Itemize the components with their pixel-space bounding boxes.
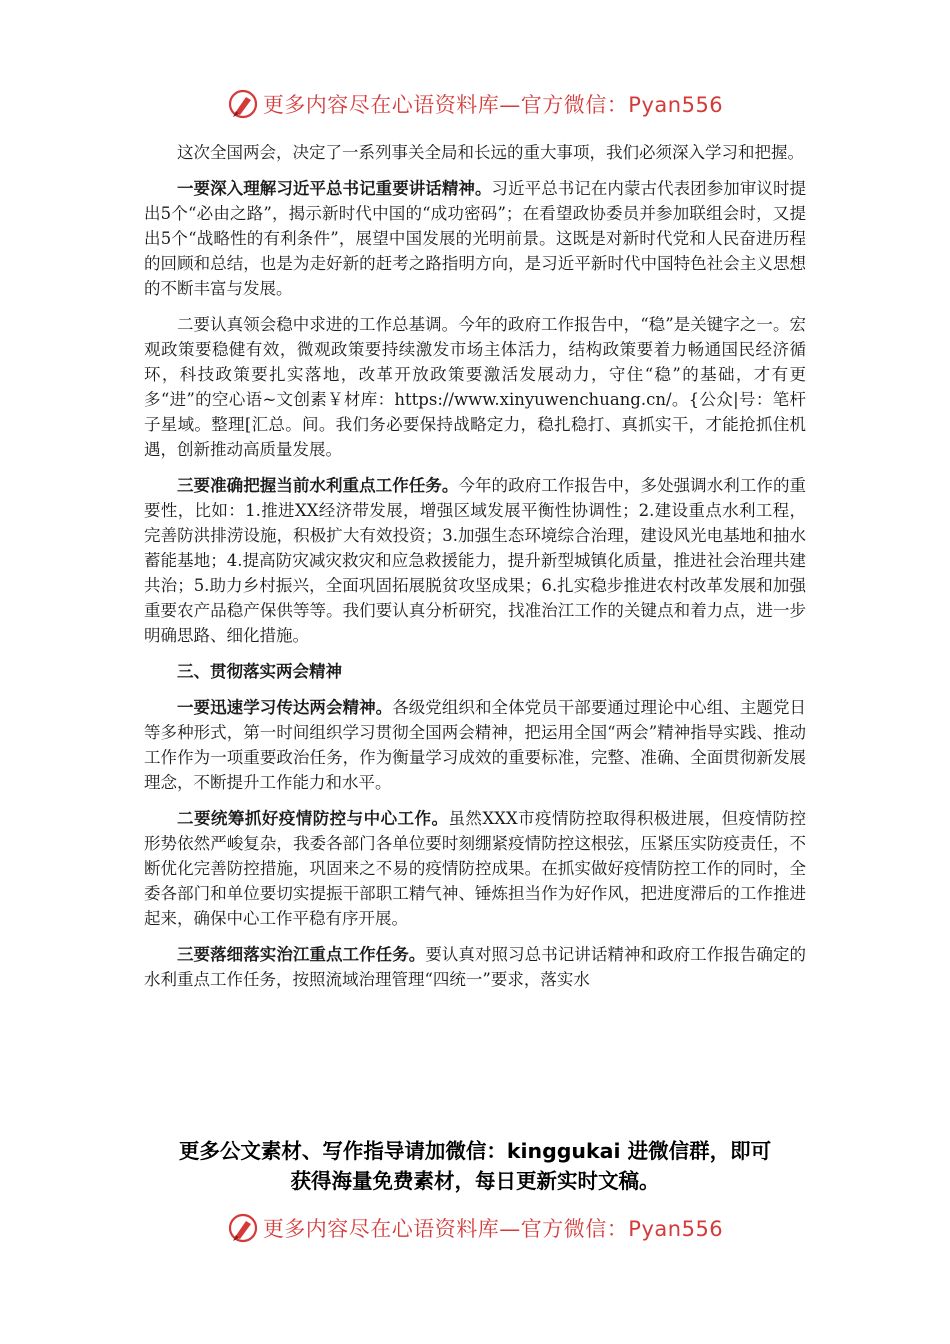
section-paragraph-2 — [144, 806, 806, 931]
section-heading: 三、贯彻落实两会精神 — [177, 662, 342, 681]
pen-nib-icon — [227, 1212, 259, 1244]
paragraph-text: 二要认真领会稳中求进的工作总基调。今年的政府工作报告中，“稳”是关键字之一。宏观政策要稳健有效，微观政策要持续激发市场主体活力，结构政策要着力畅通国民经济循环，科技政策要扎实落地，改革开放政策要激活发展动力，守住“稳”的基础，才有更多“进”的空心语~文创素￥材库：https://www.xinyuwenchuang.cn/。{公众|号：笔杆子星域。整理[汇总。间。我们务必要保持战略定力，稳扎稳打、真抓实干，才能抢抓住机遇，创新推动高质量发展。 — [144, 315, 806, 459]
section-paragraph-3 — [144, 942, 806, 992]
pen-nib-icon — [227, 88, 259, 120]
paragraph-1 — [144, 176, 806, 301]
paragraph-lead: 三要准确把握当前水利重点工作任务。 — [177, 476, 459, 495]
paragraph-text: 今年的政府工作报告中，多处强调水利工作的重要性，比如：1.推进XX经济带发展，增强区域发展平衡性协调性；2.建设重点水利工程，完善防洪排涝设施，积极扩大有效投资；3.加强生态环境综合治理，建设风光电基地和抽水蓄能基地；4.提高防灾减灾救灾和应急救援能力，提升新型城镇化质量，推进社会治理共建共治；5.助力乡村振兴，全面巩固拓展脱贫攻坚成果；6.扎实稳步推进农村改革发展和加强重要农产品稳产保供等等。我们要认真分析研究，找准治江工作的关键点和着力点，进一步明确思路、细化措施。 — [144, 476, 807, 645]
footer-note — [120, 1136, 830, 1196]
footer-note-line-1: 更多公文素材、写作指导请加微信：kinggukai 进微信群，即可 — [178, 1139, 772, 1163]
paragraph-text: 各级党组织和全体党员干部要通过理论中心组、主题党日等多种形式，第一时间组织学习贯彻全国两会精神，把运用全国“两会”精神指导实践、推动工作作为一项重要政治任务，作为衡量学习成效的重要标准，完整、准确、全面贯彻新发展理念，不断提升工作能力和水平。 — [144, 698, 807, 792]
bottom-banner — [0, 1208, 950, 1248]
paragraph-text: 要认真对照习总书记讲话精神和政府工作报告确定的水利重点工作任务，按照流域治理管理“四统一”要求，落实水 — [144, 945, 807, 989]
paragraph-intro — [144, 140, 806, 165]
paragraph-lead: 三要落细落实治江重点工作任务。 — [177, 945, 426, 964]
paragraph-2 — [144, 312, 806, 462]
paragraph-text: 这次全国两会，决定了一系列事关全局和长远的重大事项，我们必须深入学习和把握。 — [177, 143, 804, 162]
section-paragraph-1 — [144, 695, 806, 795]
top-banner — [0, 84, 950, 124]
paragraph-lead: 一要深入理解习近平总书记重要讲话精神。 — [177, 179, 492, 198]
paragraph-3 — [144, 473, 806, 648]
footer-note-line-2: 获得海量免费素材，每日更新实时文稿。 — [290, 1169, 660, 1193]
banner-text: 更多内容尽在心语资料库—官方微信：Pyan556 — [262, 93, 724, 117]
paragraph-text: 习近平总书记在内蒙古代表团参加审议时提出5个“必由之路”，揭示新时代中国的“成功密码”；在看望政协委员并参加联组会时，又提出5个“战略性的有利条件”，展望中国发展的光明前景。这既是对新时代党和人民奋进历程的回顾和总结，也是为走好新的赶考之路指明方向，是习近平新时代中国特色社会主义思想的不断丰富与发展。 — [144, 179, 807, 298]
banner-text: 更多内容尽在心语资料库—官方微信：Pyan556 — [262, 1217, 724, 1241]
paragraph-lead: 二要统筹抓好疫情防控与中心工作。 — [177, 809, 449, 828]
paragraph-lead: 一要迅速学习传达两会精神。 — [177, 698, 393, 717]
paragraph-text: 虽然XXX市疫情防控取得积极进展，但疫情防控形势依然严峻复杂，我委各部门各单位要时刻绷紧疫情防控这根弦，压紧压实防疫责任，不断优化完善防控措施，巩固来之不易的疫情防控成果。在抓实做好疫情防控工作的同时，全委各部门和单位要切实提振干部职工精气神、锤炼担当作为好作风，把进度滞后的工作推进起来，确保中心工作平稳有序开展。 — [144, 809, 806, 928]
document-body — [144, 140, 806, 1003]
